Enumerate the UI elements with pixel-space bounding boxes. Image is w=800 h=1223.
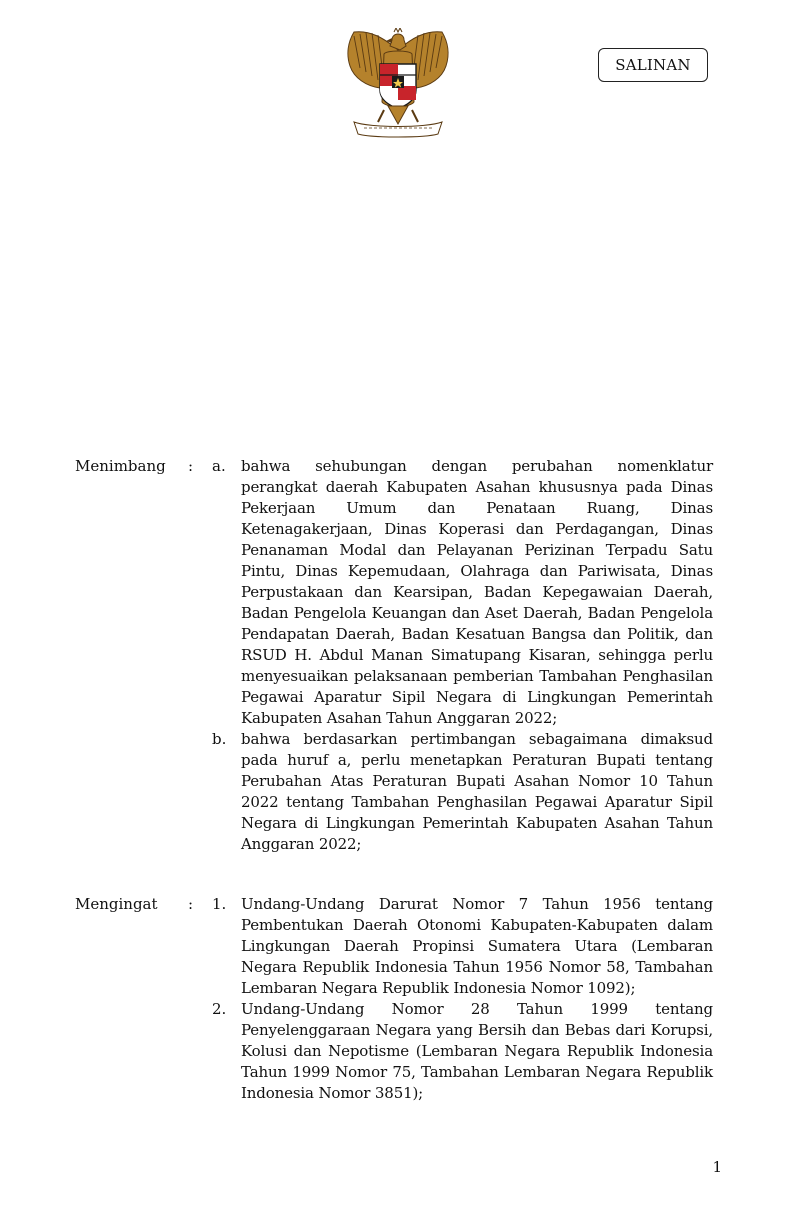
item-text: bahwa sehubungan dengan perubahan nomenklatur perangkat daerah Kabupaten Asahan khususnya pada Dinas Pekerjaan Umum dan Penataan Ruang, Dinas Ketenagakerjaan, Dinas Koperasi dan Perdagangan, Dinas Penanaman Modal dan Pelayanan Perizinan Terpadu Satu Pintu, Dinas Kepemudaan, Olahraga dan Pariwisata, Dinas Perpustakaan dan Kearsipan, Badan Kepegawaian Daerah, Badan Pengelola Keuangan dan Aset Daerah, Badan Pengelola Pendapatan Daerah, Badan Kesatuan Bangsa dan Politik, dan RSUD H. Abdul Manan Simatupang Kisaran, sehingga perlu menyesuaikan pelaksanaan pemberian Tambahan Penghasilan Pegawai Aparatur Sipil Negara di Lingkungan Pemerintah Kabupaten Asahan Tahun Anggaran 2022; <box>241 457 713 727</box>
menimbang-item-b <box>0 729 800 855</box>
garuda-emblem-icon <box>340 28 456 140</box>
salinan-stamp <box>598 48 708 82</box>
salinan-label: SALINAN <box>615 56 691 74</box>
mengingat-item-1 <box>0 894 800 999</box>
mengingat-label: Mengingat <box>75 895 158 913</box>
menimbang-colon: : <box>188 457 194 475</box>
mengingat-colon: : <box>188 895 194 913</box>
item-marker: 2. <box>212 1000 227 1018</box>
page-number: 1 <box>712 1158 722 1176</box>
menimbang-label: Menimbang <box>75 457 166 475</box>
mengingat-section <box>0 894 800 1104</box>
item-text: Undang-Undang Nomor 28 Tahun 1999 tentang Penyelenggaraan Negara yang Bersih dan Bebas dari Korupsi, Kolusi dan Nepotisme (Lembaran Negara Republik Indonesia Tahun 1999 Nomor 75, Tambahan Lembaran Negara Republik Indonesia Nomor 3851); <box>241 1000 713 1102</box>
item-marker: 1. <box>212 895 227 913</box>
mengingat-item-2 <box>0 999 800 1104</box>
item-text: Undang-Undang Darurat Nomor 7 Tahun 1956 tentang Pembentukan Daerah Otonomi Kabupaten-Kabupaten dalam Lingkungan Daerah Propinsi Sumatera Utara (Lembaran Negara Republik Indonesia Tahun 1956 Nomor 58, Tambahan Lembaran Negara Republik Indonesia Nomor 1092); <box>241 895 713 997</box>
menimbang-section <box>0 456 800 855</box>
item-text: bahwa berdasarkan pertimbangan sebagaimana dimaksud pada huruf a, perlu menetapkan Peraturan Bupati tentang Perubahan Atas Peraturan Bupati Asahan Nomor 10 Tahun 2022 tentang Tambahan Penghasilan Pegawai Aparatur Sipil Negara di Lingkungan Pemerintah Kabupaten Asahan Tahun Anggaran 2022; <box>241 730 713 853</box>
item-marker: a. <box>212 457 226 475</box>
item-marker: b. <box>212 730 227 748</box>
menimbang-item-a <box>0 456 800 729</box>
